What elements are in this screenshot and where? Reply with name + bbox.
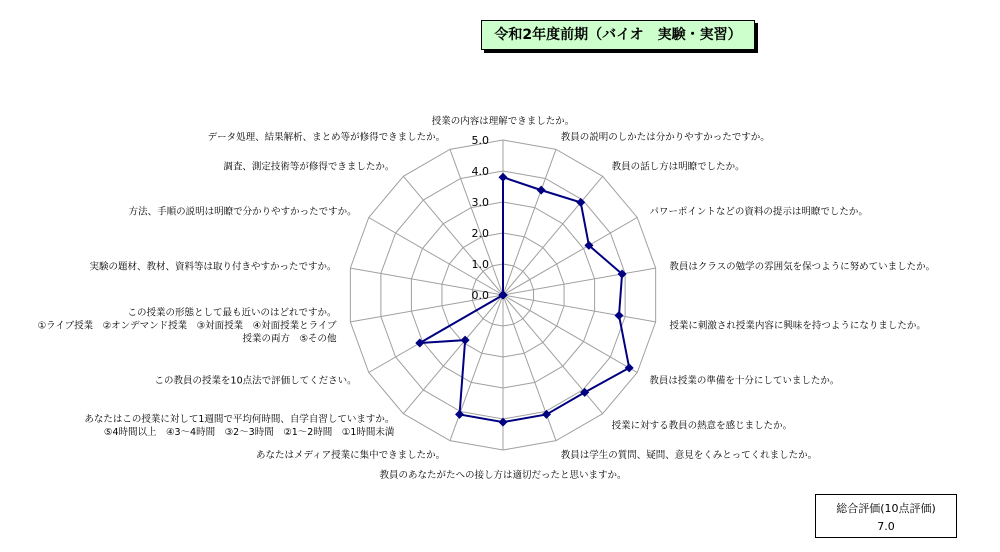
chart-title: 令和2年度前期（バイオ 実験・実習） [481,20,755,50]
overall-score-box [815,494,957,538]
axis-label: この授業の形態として最も近いのはどれですか。 ①ライブ授業 ②オンデマンド授業 ③対面授業 ④対面授業とライブ授業の両方 ⑤その他 [37,307,337,345]
axis-label: この教員の授業を10点法で評価してください。 [154,375,357,387]
axis-label: 実験の題材、教材、資料等は取り付きやすかったですか。 [89,261,337,273]
axis-label: 授業の内容は理解できましたか。 [431,116,575,127]
axis-spoke [503,149,556,295]
data-point [615,311,624,320]
data-point [499,173,508,182]
data-point [625,363,634,372]
tick-label: 2.0 [471,227,489,240]
tick-label: 5.0 [471,134,489,147]
axis-label: あなたはこの授業に対して1週間で平均何時間、自学自習していますか。 ⑤4時間以上 ④3～4時間 ③2～3時間 ②1～2時間 ①1時間未満 [84,413,395,438]
data-point [537,186,546,195]
axis-spoke [450,295,503,441]
tick-label: 3.0 [471,196,489,209]
axis-label: あなたはメディア授業に集中できましたか。 [255,449,446,461]
axis-label: 教員はクラスの勉学の雰囲気を保つように努めていましたか。 [669,261,936,273]
axis-label: パワーポイントなどの資料の提示は明瞭でしたか。 [649,206,868,218]
axis-label: 教員のあなたがたへの接し方は適切だったと思いますか。 [379,470,627,481]
series-line [420,177,629,422]
axis-label: 授業に対する教員の熱意を感じましたか。 [611,420,793,432]
tick-label: 0.0 [471,289,489,302]
radar-tick-labels [472,134,490,302]
axis-label: 調査、測定技術等が修得できましたか。 [223,161,395,173]
axis-spoke [503,295,556,441]
data-point [542,410,551,419]
axis-label: 教員は授業の準備を十分にしていましたか。 [649,375,840,387]
overall-score-label: 総合評価(10点評価) [836,502,936,515]
overall-score-value: 7.0 [877,520,895,533]
axis-label: データ処理、結果解析、まとめ等が修得できましたか。 [207,132,446,144]
tick-label: 1.0 [471,258,489,271]
axis-label: 方法、手順の説明は明瞭で分かりやすかったですか。 [128,206,357,218]
data-point [455,410,464,419]
axis-label: 教員の説明のしかたは分かりやすかったですか。 [560,132,770,144]
data-point [415,339,424,348]
axis-label: 教員は学生の質問、疑問、意見をくみとってくれましたか。 [560,449,818,461]
axis-label: 教員の話し方は明瞭でしたか。 [611,161,745,173]
radar-series [415,173,633,427]
axis-label: 授業に刺激され授業内容に興味を持つようになりましたか。 [669,320,926,332]
tick-label: 4.0 [471,165,489,178]
